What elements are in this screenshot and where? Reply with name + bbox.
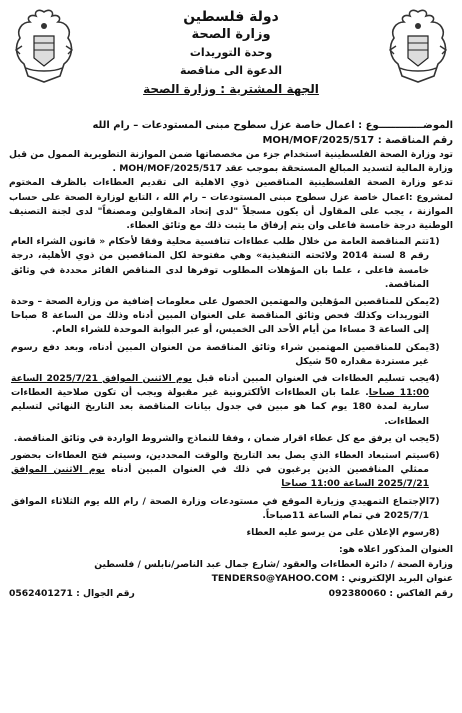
item-text: يمكن للمناقصين المؤهلين والمهتمين الحصول على معلومات إضافية من وزارة الصحة – وحدة التوريدات وكذلك فحص وثائق المناقصة على العنوان المبين أدناه وذلك من الساعة 8 صباحا إلى الساعة 3 مساءا من أيام الأحد الى الخميس، أو عبر البوابة الموحدة للشراء العام.: [11, 296, 429, 336]
list-item: [9, 495, 453, 523]
address-title: العنوان المذكور اعلاه هو:: [339, 544, 453, 556]
tender-conditions-list: [9, 235, 453, 540]
item-number: 7): [429, 495, 440, 507]
item-number: 6): [429, 450, 440, 462]
fax-number: رقم الفاكس : 092380060: [328, 587, 453, 599]
list-item: [9, 372, 453, 429]
item-text: تتم المناقصة العامة من خلال طلب عطاءات تنافسية محلية وفقا لأحكام « قانون الشراء العام رقم 8 لسنة 2014 ولائحته التنفيذية» وهي مفتوحة لكل المناقصين من ذوي الأهلية، درجة خامسة فاعلى ، علما بان المؤهلات المطلوب توفرها لدى المناقص الفائز محددة في وثائق المناقصة.: [11, 236, 429, 290]
address-block: [9, 543, 453, 587]
buyer-line: الجهة المشترية : وزارة الصحة: [143, 82, 319, 96]
mobile-number: رقم الجوال : 0562401271: [9, 587, 135, 599]
item-number: 1): [429, 236, 440, 248]
item-number: 5): [429, 432, 440, 444]
item-number: 3): [429, 341, 440, 353]
invitation-title: الدعوة الى مناقصة: [180, 64, 282, 77]
item-text-part: سيتم استبعاد العطاء الذي يصل بعد التاريخ والوقت المحددين، وسيتم فتح العطاءات بحضور ممثلي المناقصين الذين يرغبون في ذلك في العنوان المبين أدناه: [11, 450, 429, 476]
item-number: 8): [429, 527, 440, 539]
item-text-part: يجب تسليم العطاءات في العنوان المبين أدناه قبل: [191, 373, 429, 385]
palestine-emblem-right: [382, 6, 454, 88]
intro-paragraph-1: تود وزارة الصحة الفلسطينية استخدام جزء من مخصصاتها ضمن الموازنة التطويرية الممول من قبل وزارة المالية لتسديد المبالغ المستحقة بموجب عقد MOH/MOF/2025/517 .: [9, 149, 453, 175]
list-item: [9, 449, 453, 492]
item-text: يمكن للمناقصين المهتمين شراء وثائق المناقصة من العنوان المبين أدناه، وبعد دفع رسوم غير مستردة مقداره 50 شيكل: [11, 341, 429, 367]
state-name: دولة فلسطين: [183, 9, 279, 25]
item-text: [9, 372, 429, 429]
tender-number: رقم المناقصة : MOH/MOF/2025/517: [262, 135, 453, 146]
list-item: [9, 526, 453, 540]
list-item: [9, 295, 453, 338]
item-text: رسوم الإعلان على من يرسو عليه العطاء: [246, 527, 429, 539]
item-text: يجب ان يرفق مع كل عطاء اقرار ضمان ، وفقا للنماذج والشروط الواردة في وثائق المناقصة.: [13, 432, 429, 444]
item-text: الإجتماع التمهيدي وزيارة الموقع في مستودعات وزارة الصحة / رام الله يوم الثلاثاء الموافق 2025/7/1 في تمام الساعة 11صباحاً.: [11, 495, 429, 521]
subject-line: الموضـــــــــــــوع : اعمال خاصة عزل سطوح مبنى المستودعات – رام الله: [92, 120, 453, 131]
unit-name: وحدة التوريدات: [189, 46, 273, 59]
ministry-name: وزارة الصحة: [191, 27, 271, 42]
list-item: [9, 235, 453, 292]
item-text-part: . علما بان العطاءات الألكترونية غير مقبولة ويجب أن تكون صلاحية العطاءات سارية لمدة 180 يوم كما هو مبين في جدول بيانات المناقصة بعد التاريخ النهائي لتسليم العطاءات.: [11, 387, 429, 427]
email-line: عنوان البريد الإلكتروني : TENDERS0@YAHOO.COM: [211, 573, 453, 585]
item-number: 4): [429, 373, 440, 385]
opening-deadline: يوم الاثنين الموافق 2025/7/21 الساعة 11:00 صباحا: [11, 464, 429, 490]
contact-numbers: [9, 587, 453, 601]
submission-deadline: يوم الاثنين الموافق 2025/7/21 الساعة 11:00 صباحا: [11, 373, 429, 399]
palestine-emblem-left: [8, 6, 80, 88]
list-item: [9, 341, 453, 369]
list-item: [9, 432, 453, 446]
address-line: وزارة الصحة / دائرة العطاءات والعقود /شارع جمال عبد الناصر/نابلس / فلسطين: [94, 558, 453, 570]
item-text: [9, 449, 429, 492]
intro-paragraph-2: تدعو وزارة الصحة الفلسطينية المناقصين ذوي الاهلية الى تقديم العطاءات بالظرف المختوم لمشروع :اعمال خاصة عزل سطوح مبنى المستودعات – رام الله ، التابع لوزارة الصحة على حساب الموازنة ، يجب على المقاول أن يكون مسجلاً "لدى إتحاد المقاولين ومصنفاً" لدى لجنة التصنيف الوطنية درجة خامسة فاعلى وان يتم إرفاق ما يثبت ذلك مع وثائق العطاء.: [9, 177, 453, 232]
item-number: 2): [429, 296, 440, 308]
